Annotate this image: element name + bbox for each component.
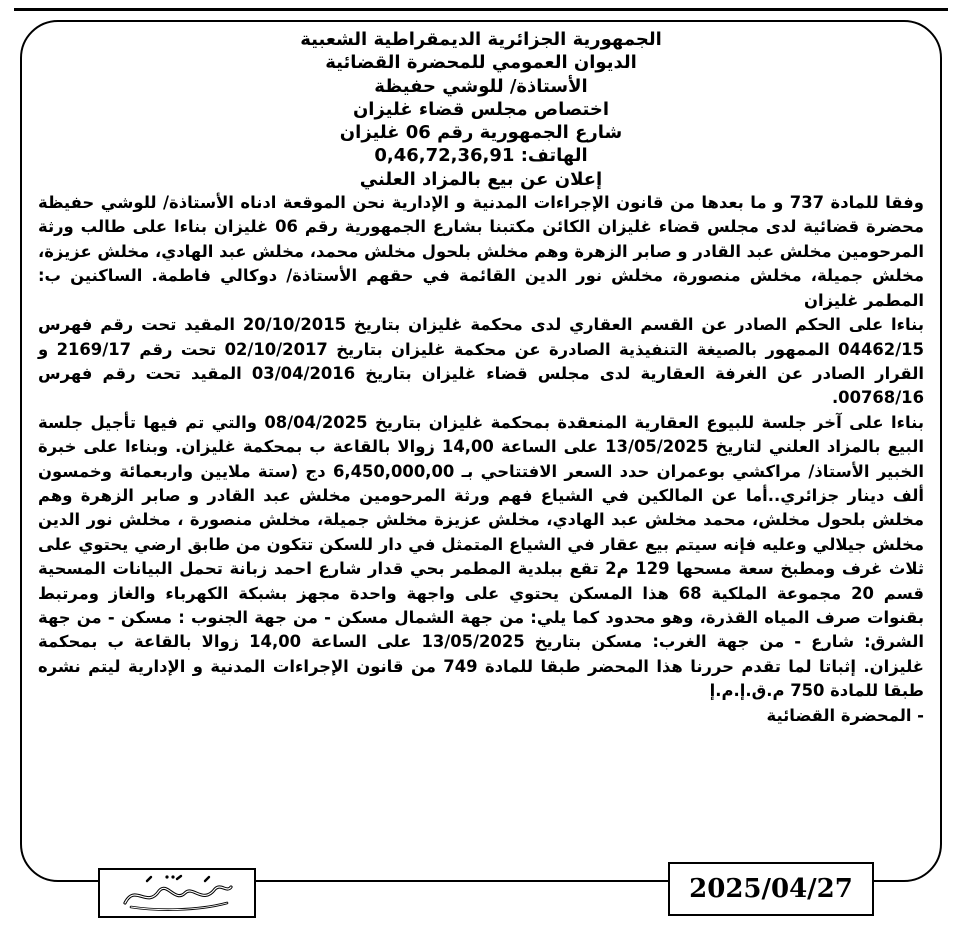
- header-line-bailiff: الأستاذة/ للوشي حفيظة: [374, 75, 588, 97]
- publication-date: 2025/04/27: [689, 874, 853, 904]
- body-paragraph-sale: بناءا على آخر جلسة للبيوع العقارية المنعقدة بمحكمة غليزان بتاريخ 08/04/2025 والتي تم فيها تأجيل جلسة البيع بالمزاد العلني لتاريخ 13/05/2025 على الساعة 14,00 زوالا بالقاعة ب بمحكمة غليزان. وبناءا على خبرة الخبير الأستاذ/ مراكشي بوعمران حدد السعر الافتتاحي بـ 6,450,000,00 دج (ستة ملايين واربعمائة وخمسون ألف دينار جزائري..أما عن المالكين في الشياع فهم ورثة المرحومين مخلش عبد القادر و صابر الزهرة وهم مخلش بلحول مخلش، محمد مخلش عبد الهادي، مخلش عزيزة مخلش جميلة، مخلش منصورة ، مخلش نور الدين مخلش جيلالي وعليه فإنه سيتم بيع عقار في الشياع المتمثل في دار للسكن تتكون من طابق ارضي يحتوي على ثلاث غرف ومطبخ سعة مسحها 129 م2 تقع ببلدية المطمر بحي قدار شارع احمد زبانة تحمل البيانات المسحية قسم 20 مجموعة الملكية 68 هذا المسكن يحتوي على واجهة واحدة مجهز بشبكة الكهرباء والغاز ومرتبط بقنوات صرف المياه القذرة، وهو محدود كما يلي: من جهة الشمال مسكن - من جهة الجنوب : مسكن - من جهة الشرق: شارع - من جهة الغرب: مسكن بتاريخ 13/05/2025 على الساعة 14,00 زوالا بالقاعة ب بمحكمة غليزان. إثباتا لما تقدم حررنا هذا المحضر طبقا للمادة 749 من قانون الإجراءات المدنية و الإدارية ليتم نشره طبقا للمادة 750 م.ق.إ.م.إ: [38, 412, 925, 701]
- top-rule: [14, 8, 948, 11]
- header-line-republic: الجمهورية الجزائرية الديمقراطية الشعبية: [300, 29, 662, 50]
- announcement-header: [38, 28, 924, 191]
- body-paragraph-judgment: بناءا على الحكم الصادر عن القسم العقاري لدى محكمة غليزان بتاريخ 20/10/2015 المقيد تحت رقم فهرس 04462/15 الممهور بالصيغة التنفيذية الصادرة عن محكمة غليزان بتاريخ 02/10/2017 تحت رقم 2169/17 و القرار الصادر عن الغرفة العقارية لدى مجلس قضاء غليزان بتاريخ 03/04/2016 المقيد تحت رقم فهرس 00768/16.: [38, 315, 925, 408]
- announcement-title: إعلان عن بيع بالمزاد العلني: [359, 168, 603, 190]
- al-moujtamaa-calligraphy-logo: [117, 873, 237, 913]
- announcement-body: [38, 191, 924, 728]
- header-line-jurisdiction: اختصاص مجلس قضاء غليزان: [352, 98, 610, 120]
- signoff: - المحضرة القضائية: [766, 705, 924, 725]
- body-paragraph-intro: وفقا للمادة 737 و ما بعدها من قانون الإجراءات المدنية و الإدارية نحن الموقعة ادناه الأستاذة/ للوشي حفيظة محضرة قضائية لدى مجلس قضاء غليزان الكائن مكتبنا بشارع الجمهورية رقم 06 غليزان بناءا على طالب ورثة المرحومين مخلش عبد القادر و صابر الزهرة وهم مخلش بلحول مخلش محمد، مخلش عبد الهادي، مخلش عزيزة، مخلش جميلة، مخلش منصورة، مخلش نور الدين القائمة في حقهم الأستاذة/ دوكالي فاطمة. الساكنين ب: المطمر غليزان: [38, 193, 925, 310]
- header-line-office: الديوان العمومي للمحضرة القضائية: [325, 52, 637, 74]
- header-line-address: شارع الجمهورية رقم 06 غليزان: [339, 122, 623, 144]
- announcement-content: [38, 28, 924, 728]
- header-line-phone: الهاتف: 0,46,72,36,91: [374, 145, 588, 167]
- newspaper-logo-box: [98, 868, 256, 918]
- publication-date-box: [668, 862, 874, 916]
